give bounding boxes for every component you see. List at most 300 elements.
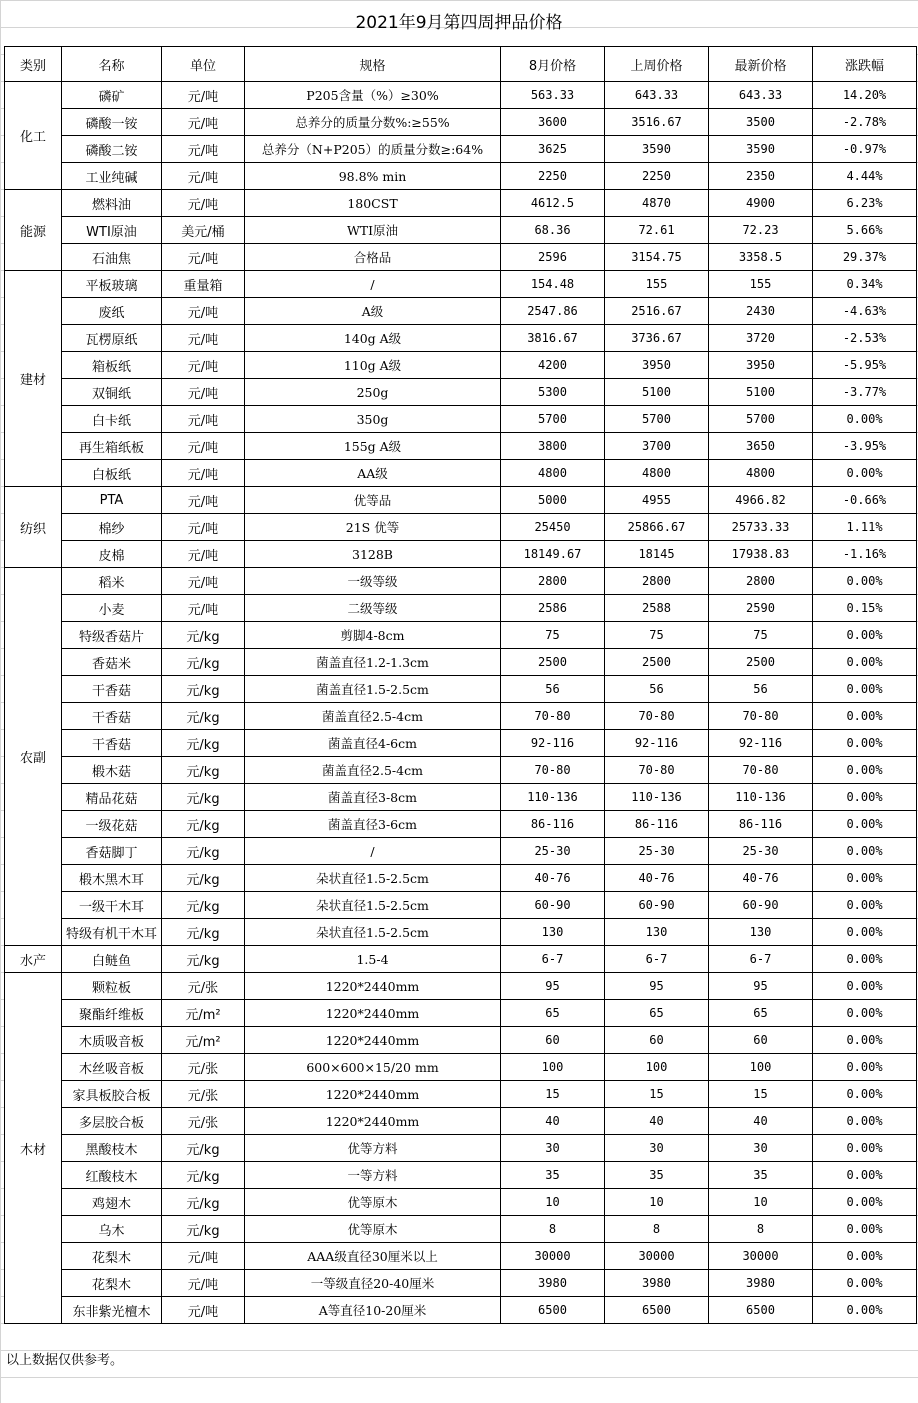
last-week-price-cell: 8 xyxy=(605,1216,709,1243)
change-cell: 29.37% xyxy=(813,244,917,271)
aug-price-cell: 2586 xyxy=(501,595,605,622)
header-last-week-price: 上周价格 xyxy=(605,47,709,82)
unit-cell: 元/kg xyxy=(162,919,245,946)
table-row xyxy=(5,460,917,487)
unit-cell: 元/吨 xyxy=(162,541,245,568)
change-cell: 0.00% xyxy=(813,622,917,649)
change-cell: 0.00% xyxy=(813,919,917,946)
latest-price-cell: 2590 xyxy=(709,595,813,622)
category-cell: 纺织 xyxy=(5,487,62,568)
table-row xyxy=(5,298,917,325)
change-cell: 0.00% xyxy=(813,730,917,757)
header-name: 名称 xyxy=(62,47,162,82)
latest-price-cell: 3358.5 xyxy=(709,244,813,271)
last-week-price-cell: 3590 xyxy=(605,136,709,163)
aug-price-cell: 30000 xyxy=(501,1243,605,1270)
table-row xyxy=(5,919,917,946)
latest-price-cell: 130 xyxy=(709,919,813,946)
item-name-cell: 椴木黑木耳 xyxy=(62,865,162,892)
spec-cell: P205含量（%）≥30% xyxy=(245,82,501,109)
spec-cell: 朵状直径1.5-2.5cm xyxy=(245,865,501,892)
last-week-price-cell: 4800 xyxy=(605,460,709,487)
change-cell: 5.66% xyxy=(813,217,917,244)
latest-price-cell: 2500 xyxy=(709,649,813,676)
latest-price-cell: 15 xyxy=(709,1081,813,1108)
table-row xyxy=(5,649,917,676)
table-row xyxy=(5,1027,917,1054)
change-cell: 0.00% xyxy=(813,784,917,811)
last-week-price-cell: 40 xyxy=(605,1108,709,1135)
aug-price-cell: 65 xyxy=(501,1000,605,1027)
aug-price-cell: 30 xyxy=(501,1135,605,1162)
latest-price-cell: 4800 xyxy=(709,460,813,487)
last-week-price-cell: 6-7 xyxy=(605,946,709,973)
last-week-price-cell: 110-136 xyxy=(605,784,709,811)
change-cell: 0.00% xyxy=(813,757,917,784)
aug-price-cell: 3600 xyxy=(501,109,605,136)
unit-cell: 元/吨 xyxy=(162,487,245,514)
spec-cell: 一等级直径20-40厘米 xyxy=(245,1270,501,1297)
category-cell: 木材 xyxy=(5,973,62,1324)
latest-price-cell: 25-30 xyxy=(709,838,813,865)
category-cell: 建材 xyxy=(5,271,62,487)
table-row xyxy=(5,622,917,649)
latest-price-cell: 35 xyxy=(709,1162,813,1189)
spec-cell: 1220*2440mm xyxy=(245,1108,501,1135)
aug-price-cell: 563.33 xyxy=(501,82,605,109)
latest-price-cell: 92-116 xyxy=(709,730,813,757)
change-cell: 0.00% xyxy=(813,865,917,892)
unit-cell: 元/吨 xyxy=(162,514,245,541)
latest-price-cell: 2350 xyxy=(709,163,813,190)
table-row xyxy=(5,514,917,541)
aug-price-cell: 2547.86 xyxy=(501,298,605,325)
change-cell: 0.00% xyxy=(813,1027,917,1054)
item-name-cell: 燃料油 xyxy=(62,190,162,217)
table-row xyxy=(5,1108,917,1135)
latest-price-cell: 17938.83 xyxy=(709,541,813,568)
latest-price-cell: 100 xyxy=(709,1054,813,1081)
table-row xyxy=(5,190,917,217)
item-name-cell: 小麦 xyxy=(62,595,162,622)
spec-cell: 110g A级 xyxy=(245,352,501,379)
table-row xyxy=(5,271,917,298)
aug-price-cell: 3816.67 xyxy=(501,325,605,352)
last-week-price-cell: 2500 xyxy=(605,649,709,676)
unit-cell: 元/kg xyxy=(162,649,245,676)
item-name-cell: 特级香菇片 xyxy=(62,622,162,649)
header-change: 涨跌幅 xyxy=(813,47,917,82)
spec-cell: 剪脚4-8cm xyxy=(245,622,501,649)
unit-cell: 元/吨 xyxy=(162,298,245,325)
item-name-cell: 白卡纸 xyxy=(62,406,162,433)
aug-price-cell: 95 xyxy=(501,973,605,1000)
last-week-price-cell: 4870 xyxy=(605,190,709,217)
item-name-cell: 家具板胶合板 xyxy=(62,1081,162,1108)
unit-cell: 元/kg xyxy=(162,1189,245,1216)
change-cell: 1.11% xyxy=(813,514,917,541)
unit-cell: 元/吨 xyxy=(162,568,245,595)
unit-cell: 元/吨 xyxy=(162,136,245,163)
item-name-cell: WTI原油 xyxy=(62,217,162,244)
spec-cell: 菌盖直径4-6cm xyxy=(245,730,501,757)
table-row xyxy=(5,406,917,433)
aug-price-cell: 40 xyxy=(501,1108,605,1135)
item-name-cell: 东非紫光檀木 xyxy=(62,1297,162,1324)
table-row xyxy=(5,865,917,892)
unit-cell: 元/kg xyxy=(162,784,245,811)
change-cell: 0.00% xyxy=(813,1189,917,1216)
last-week-price-cell: 2516.67 xyxy=(605,298,709,325)
item-name-cell: 木质吸音板 xyxy=(62,1027,162,1054)
change-cell: 0.15% xyxy=(813,595,917,622)
last-week-price-cell: 643.33 xyxy=(605,82,709,109)
unit-cell: 元/kg xyxy=(162,1162,245,1189)
table-row xyxy=(5,109,917,136)
table-row xyxy=(5,703,917,730)
spec-cell: / xyxy=(245,271,501,298)
header-row xyxy=(5,47,917,82)
spec-cell: 优等原木 xyxy=(245,1189,501,1216)
change-cell: -0.66% xyxy=(813,487,917,514)
change-cell: 0.00% xyxy=(813,1270,917,1297)
unit-cell: 元/吨 xyxy=(162,460,245,487)
spec-cell: 菌盖直径2.5-4cm xyxy=(245,703,501,730)
spec-cell: 1220*2440mm xyxy=(245,1081,501,1108)
price-table xyxy=(4,46,917,1324)
spec-cell: A等直径10-20厘米 xyxy=(245,1297,501,1324)
unit-cell: 元/张 xyxy=(162,1054,245,1081)
aug-price-cell: 130 xyxy=(501,919,605,946)
item-name-cell: 干香菇 xyxy=(62,730,162,757)
table-row xyxy=(5,325,917,352)
item-name-cell: 椴木菇 xyxy=(62,757,162,784)
header-spec: 规格 xyxy=(245,47,501,82)
item-name-cell: 石油焦 xyxy=(62,244,162,271)
table-row xyxy=(5,892,917,919)
aug-price-cell: 40-76 xyxy=(501,865,605,892)
item-name-cell: 棉纱 xyxy=(62,514,162,541)
unit-cell: 元/吨 xyxy=(162,1243,245,1270)
latest-price-cell: 3650 xyxy=(709,433,813,460)
category-cell: 水产 xyxy=(5,946,62,973)
aug-price-cell: 92-116 xyxy=(501,730,605,757)
spec-cell: 98.8% min xyxy=(245,163,501,190)
aug-price-cell: 25450 xyxy=(501,514,605,541)
unit-cell: 元/m² xyxy=(162,1000,245,1027)
table-row xyxy=(5,1270,917,1297)
aug-price-cell: 5300 xyxy=(501,379,605,406)
last-week-price-cell: 65 xyxy=(605,1000,709,1027)
table-row xyxy=(5,487,917,514)
last-week-price-cell: 4955 xyxy=(605,487,709,514)
latest-price-cell: 2800 xyxy=(709,568,813,595)
spec-cell: 菌盖直径3-6cm xyxy=(245,811,501,838)
table-row xyxy=(5,1162,917,1189)
aug-price-cell: 3980 xyxy=(501,1270,605,1297)
spec-cell: 180CST xyxy=(245,190,501,217)
item-name-cell: 磷矿 xyxy=(62,82,162,109)
last-week-price-cell: 60-90 xyxy=(605,892,709,919)
spec-cell: 优等原木 xyxy=(245,1216,501,1243)
last-week-price-cell: 3516.67 xyxy=(605,109,709,136)
spec-cell: 155g A级 xyxy=(245,433,501,460)
aug-price-cell: 25-30 xyxy=(501,838,605,865)
latest-price-cell: 5100 xyxy=(709,379,813,406)
unit-cell: 美元/桶 xyxy=(162,217,245,244)
last-week-price-cell: 25866.67 xyxy=(605,514,709,541)
last-week-price-cell: 35 xyxy=(605,1162,709,1189)
change-cell: 0.00% xyxy=(813,568,917,595)
spec-cell: 1220*2440mm xyxy=(245,973,501,1000)
latest-price-cell: 3500 xyxy=(709,109,813,136)
change-cell: 0.00% xyxy=(813,838,917,865)
table-row xyxy=(5,676,917,703)
last-week-price-cell: 95 xyxy=(605,973,709,1000)
aug-price-cell: 3625 xyxy=(501,136,605,163)
change-cell: 4.44% xyxy=(813,163,917,190)
change-cell: -2.78% xyxy=(813,109,917,136)
table-row xyxy=(5,244,917,271)
table-row xyxy=(5,784,917,811)
last-week-price-cell: 6500 xyxy=(605,1297,709,1324)
unit-cell: 元/kg xyxy=(162,757,245,784)
aug-price-cell: 8 xyxy=(501,1216,605,1243)
change-cell: 0.34% xyxy=(813,271,917,298)
table-row xyxy=(5,568,917,595)
aug-price-cell: 70-80 xyxy=(501,703,605,730)
latest-price-cell: 4966.82 xyxy=(709,487,813,514)
latest-price-cell: 86-116 xyxy=(709,811,813,838)
table-row xyxy=(5,838,917,865)
unit-cell: 元/吨 xyxy=(162,352,245,379)
category-cell: 能源 xyxy=(5,190,62,271)
latest-price-cell: 5700 xyxy=(709,406,813,433)
item-name-cell: 白板纸 xyxy=(62,460,162,487)
item-name-cell: 一级花菇 xyxy=(62,811,162,838)
last-week-price-cell: 2250 xyxy=(605,163,709,190)
aug-price-cell: 10 xyxy=(501,1189,605,1216)
change-cell: 0.00% xyxy=(813,946,917,973)
last-week-price-cell: 30000 xyxy=(605,1243,709,1270)
header-latest-price: 最新价格 xyxy=(709,47,813,82)
item-name-cell: 磷酸二铵 xyxy=(62,136,162,163)
aug-price-cell: 2250 xyxy=(501,163,605,190)
unit-cell: 元/kg xyxy=(162,676,245,703)
change-cell: -3.77% xyxy=(813,379,917,406)
latest-price-cell: 155 xyxy=(709,271,813,298)
item-name-cell: 鸡翅木 xyxy=(62,1189,162,1216)
unit-cell: 元/吨 xyxy=(162,595,245,622)
latest-price-cell: 70-80 xyxy=(709,703,813,730)
unit-cell: 元/吨 xyxy=(162,190,245,217)
item-name-cell: 一级干木耳 xyxy=(62,892,162,919)
spec-cell: 350g xyxy=(245,406,501,433)
item-name-cell: 稻米 xyxy=(62,568,162,595)
last-week-price-cell: 5100 xyxy=(605,379,709,406)
aug-price-cell: 100 xyxy=(501,1054,605,1081)
table-row xyxy=(5,217,917,244)
table-body xyxy=(5,82,917,1324)
table-row xyxy=(5,1216,917,1243)
change-cell: -4.63% xyxy=(813,298,917,325)
item-name-cell: 花梨木 xyxy=(62,1270,162,1297)
spec-cell: AA级 xyxy=(245,460,501,487)
item-name-cell: 香菇脚丁 xyxy=(62,838,162,865)
unit-cell: 元/m² xyxy=(162,1027,245,1054)
table-row xyxy=(5,1243,917,1270)
aug-price-cell: 5000 xyxy=(501,487,605,514)
change-cell: 0.00% xyxy=(813,676,917,703)
latest-price-cell: 25733.33 xyxy=(709,514,813,541)
unit-cell: 重量箱 xyxy=(162,271,245,298)
aug-price-cell: 2596 xyxy=(501,244,605,271)
latest-price-cell: 56 xyxy=(709,676,813,703)
item-name-cell: 香菇米 xyxy=(62,649,162,676)
aug-price-cell: 68.36 xyxy=(501,217,605,244)
unit-cell: 元/吨 xyxy=(162,379,245,406)
unit-cell: 元/吨 xyxy=(162,325,245,352)
change-cell: -5.95% xyxy=(813,352,917,379)
aug-price-cell: 6500 xyxy=(501,1297,605,1324)
unit-cell: 元/吨 xyxy=(162,244,245,271)
last-week-price-cell: 15 xyxy=(605,1081,709,1108)
aug-price-cell: 35 xyxy=(501,1162,605,1189)
latest-price-cell: 30 xyxy=(709,1135,813,1162)
last-week-price-cell: 70-80 xyxy=(605,757,709,784)
last-week-price-cell: 155 xyxy=(605,271,709,298)
latest-price-cell: 2430 xyxy=(709,298,813,325)
last-week-price-cell: 72.61 xyxy=(605,217,709,244)
unit-cell: 元/吨 xyxy=(162,82,245,109)
last-week-price-cell: 2800 xyxy=(605,568,709,595)
latest-price-cell: 8 xyxy=(709,1216,813,1243)
spec-cell: 总养分（N+P205）的质量分数≥:64% xyxy=(245,136,501,163)
aug-price-cell: 60 xyxy=(501,1027,605,1054)
item-name-cell: 皮棉 xyxy=(62,541,162,568)
table-row xyxy=(5,1135,917,1162)
last-week-price-cell: 10 xyxy=(605,1189,709,1216)
item-name-cell: 双铜纸 xyxy=(62,379,162,406)
change-cell: 0.00% xyxy=(813,406,917,433)
latest-price-cell: 75 xyxy=(709,622,813,649)
item-name-cell: PTA xyxy=(62,487,162,514)
last-week-price-cell: 18145 xyxy=(605,541,709,568)
table-row xyxy=(5,757,917,784)
item-name-cell: 再生箱纸板 xyxy=(62,433,162,460)
spec-cell: 菌盖直径1.2-1.3cm xyxy=(245,649,501,676)
table-row xyxy=(5,595,917,622)
change-cell: -0.97% xyxy=(813,136,917,163)
spec-cell: AAA级直径30厘米以上 xyxy=(245,1243,501,1270)
aug-price-cell: 18149.67 xyxy=(501,541,605,568)
change-cell: -1.16% xyxy=(813,541,917,568)
aug-price-cell: 75 xyxy=(501,622,605,649)
table-row xyxy=(5,730,917,757)
spec-cell: 一级等级 xyxy=(245,568,501,595)
change-cell: 0.00% xyxy=(813,811,917,838)
item-name-cell: 木丝吸音板 xyxy=(62,1054,162,1081)
spec-cell: 合格品 xyxy=(245,244,501,271)
latest-price-cell: 10 xyxy=(709,1189,813,1216)
unit-cell: 元/吨 xyxy=(162,1270,245,1297)
latest-price-cell: 3950 xyxy=(709,352,813,379)
item-name-cell: 干香菇 xyxy=(62,703,162,730)
change-cell: 0.00% xyxy=(813,973,917,1000)
change-cell: 0.00% xyxy=(813,1243,917,1270)
spec-cell: 250g xyxy=(245,379,501,406)
spec-cell: 朵状直径1.5-2.5cm xyxy=(245,919,501,946)
category-cell: 农副 xyxy=(5,568,62,946)
latest-price-cell: 3590 xyxy=(709,136,813,163)
spec-cell: 菌盖直径2.5-4cm xyxy=(245,757,501,784)
aug-price-cell: 6-7 xyxy=(501,946,605,973)
latest-price-cell: 72.23 xyxy=(709,217,813,244)
spec-cell: 二级等级 xyxy=(245,595,501,622)
last-week-price-cell: 3980 xyxy=(605,1270,709,1297)
item-name-cell: 花梨木 xyxy=(62,1243,162,1270)
unit-cell: 元/吨 xyxy=(162,163,245,190)
item-name-cell: 箱板纸 xyxy=(62,352,162,379)
aug-price-cell: 70-80 xyxy=(501,757,605,784)
last-week-price-cell: 3154.75 xyxy=(605,244,709,271)
last-week-price-cell: 92-116 xyxy=(605,730,709,757)
latest-price-cell: 4900 xyxy=(709,190,813,217)
latest-price-cell: 6-7 xyxy=(709,946,813,973)
change-cell: 0.00% xyxy=(813,1081,917,1108)
spec-cell: 总养分的质量分数%:≥55% xyxy=(245,109,501,136)
latest-price-cell: 3720 xyxy=(709,325,813,352)
unit-cell: 元/kg xyxy=(162,703,245,730)
aug-price-cell: 3800 xyxy=(501,433,605,460)
aug-price-cell: 2800 xyxy=(501,568,605,595)
latest-price-cell: 70-80 xyxy=(709,757,813,784)
item-name-cell: 乌木 xyxy=(62,1216,162,1243)
header-unit: 单位 xyxy=(162,47,245,82)
item-name-cell: 多层胶合板 xyxy=(62,1108,162,1135)
spec-cell: A级 xyxy=(245,298,501,325)
spec-cell: 优等方料 xyxy=(245,1135,501,1162)
change-cell: 0.00% xyxy=(813,1162,917,1189)
aug-price-cell: 154.48 xyxy=(501,271,605,298)
latest-price-cell: 643.33 xyxy=(709,82,813,109)
aug-price-cell: 86-116 xyxy=(501,811,605,838)
latest-price-cell: 40 xyxy=(709,1108,813,1135)
table-row xyxy=(5,1297,917,1324)
change-cell: -2.53% xyxy=(813,325,917,352)
table-row xyxy=(5,946,917,973)
page-title: 2021年9月第四周押品价格 xyxy=(355,13,563,33)
spec-cell: 1220*2440mm xyxy=(245,1027,501,1054)
item-name-cell: 红酸枝木 xyxy=(62,1162,162,1189)
spec-cell: 600×600×15/20 mm xyxy=(245,1054,501,1081)
spec-cell: 一等方料 xyxy=(245,1162,501,1189)
change-cell: 0.00% xyxy=(813,1216,917,1243)
last-week-price-cell: 30 xyxy=(605,1135,709,1162)
item-name-cell: 磷酸一铵 xyxy=(62,109,162,136)
header-category: 类别 xyxy=(5,47,62,82)
latest-price-cell: 3980 xyxy=(709,1270,813,1297)
aug-price-cell: 4200 xyxy=(501,352,605,379)
last-week-price-cell: 25-30 xyxy=(605,838,709,865)
change-cell: 6.23% xyxy=(813,190,917,217)
latest-price-cell: 60-90 xyxy=(709,892,813,919)
last-week-price-cell: 56 xyxy=(605,676,709,703)
last-week-price-cell: 100 xyxy=(605,1054,709,1081)
table-row xyxy=(5,136,917,163)
spec-cell: / xyxy=(245,838,501,865)
unit-cell: 元/吨 xyxy=(162,109,245,136)
